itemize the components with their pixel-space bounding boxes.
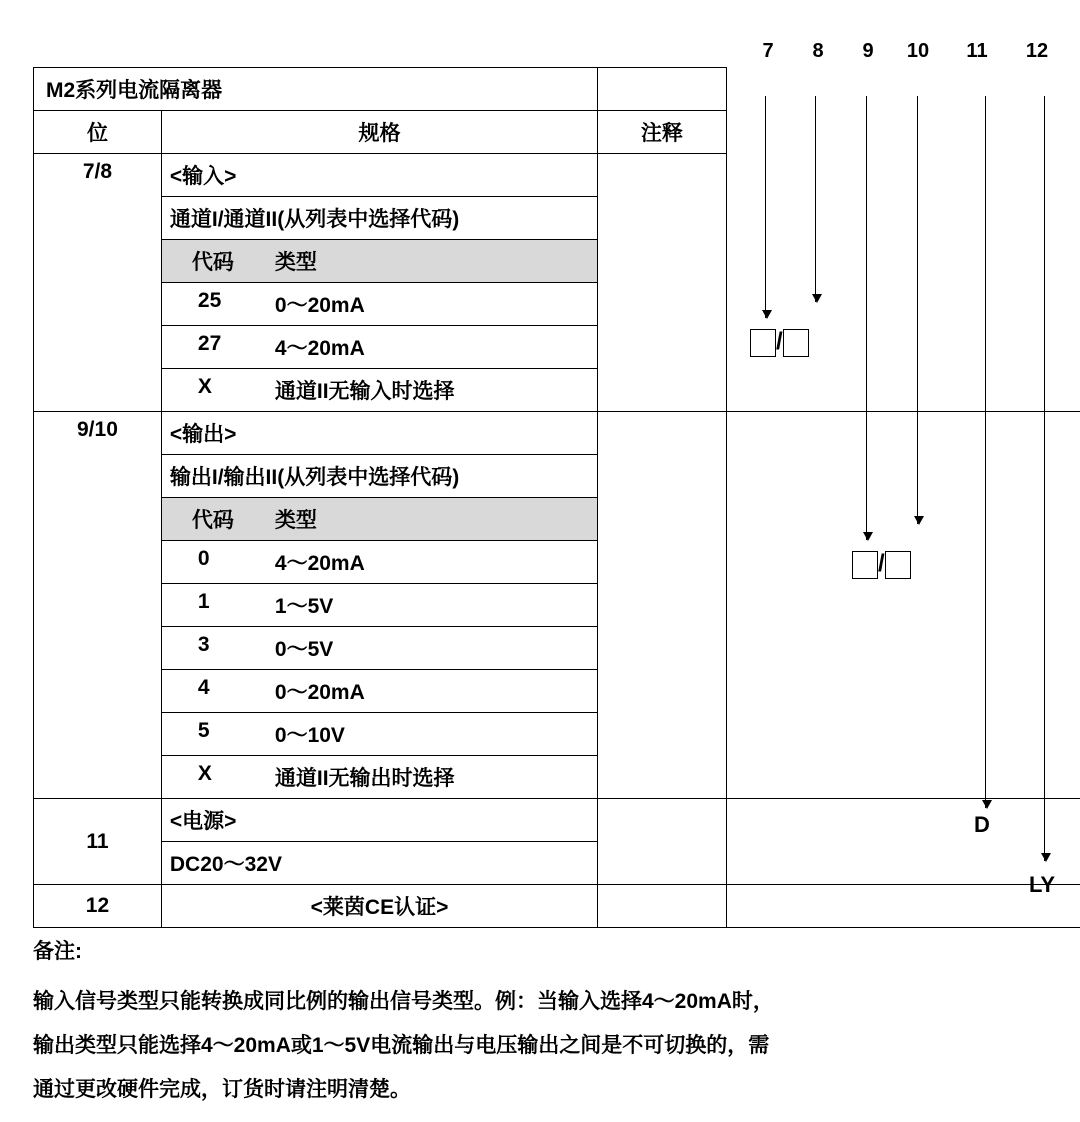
- notes-line-3: 通过更改硬件完成，订货时请注明清楚。: [33, 1078, 411, 1101]
- group-2-callout-cell: [726, 799, 1080, 885]
- arrow-pos-8: [815, 96, 816, 302]
- group-0-row-2: [161, 240, 597, 283]
- group-0-row-4: [161, 326, 597, 369]
- title-note-cell: [598, 68, 726, 111]
- input-code-box-2: [783, 329, 809, 357]
- callout-output-code: [852, 550, 911, 579]
- group-1-row-2-desc: 类型: [274, 509, 317, 532]
- title-blank-cell: [726, 68, 1080, 111]
- position-number-11: 11: [966, 40, 988, 62]
- group-position-9-10: 9/10: [34, 412, 162, 799]
- group-1-row-3-desc: 4～20mA: [274, 552, 365, 575]
- group-1-row-4-code: 1: [197, 590, 210, 613]
- group-1-callout-cell: [726, 412, 1080, 799]
- group-1-row-7-desc: 0～10V: [274, 724, 345, 747]
- callout-input-code: [750, 328, 809, 357]
- group-0-row-4-desc: 4～20mA: [274, 337, 365, 360]
- group-0-row-4-code: 27: [197, 332, 222, 355]
- group-position-12: 12: [34, 885, 162, 928]
- table-row: [34, 154, 1080, 197]
- group-1-row-2: [161, 498, 597, 541]
- table-row: [34, 412, 1080, 455]
- notes-block: [33, 930, 1013, 1112]
- table-row: [34, 799, 1080, 842]
- group-1-row-1: 输出I/输出II(从列表中选择代码): [161, 455, 597, 498]
- group-0-row-1: 通道I/通道II(从列表中选择代码): [161, 197, 597, 240]
- position-number-10: 10: [906, 40, 930, 62]
- group-1-row-7: [161, 713, 597, 756]
- group-1-row-8-desc: 通道II无输出时选择: [274, 767, 455, 790]
- group-1-row-5-desc: 0～5V: [274, 638, 334, 661]
- group-position-7-8: 7/8: [34, 154, 162, 412]
- group-1-row-0: <输出>: [161, 412, 597, 455]
- group-2-row-1: DC20～32V: [161, 842, 597, 885]
- group-1-row-6: [161, 670, 597, 713]
- table-header-row: [34, 111, 1080, 154]
- group-1-row-5: [161, 627, 597, 670]
- group-0-callout-cell: [726, 154, 1080, 412]
- callout-cert-code: LY: [1029, 872, 1056, 897]
- group-0-row-3-code: 25: [197, 289, 222, 312]
- notes-line-2: 输出类型只能选择4～20mA或1～5V电流输出与电压输出之间是不可切换的，需: [33, 1034, 770, 1057]
- group-1-note: [598, 412, 726, 799]
- header-pos: 位: [34, 111, 162, 154]
- group-0-row-5: [161, 369, 597, 412]
- position-number-9: 9: [862, 40, 874, 62]
- product-title: M2系列电流隔离器: [34, 68, 598, 111]
- group-1-row-8-code: X: [197, 762, 212, 785]
- arrow-pos-9: [866, 96, 867, 540]
- group-1-row-3: [161, 541, 597, 584]
- group-1-row-8: [161, 756, 597, 799]
- group-1-row-3-code: 0: [197, 547, 210, 570]
- group-0-note: [598, 154, 726, 412]
- group-2-row-0: <电源>: [161, 799, 597, 842]
- group-1-row-5-code: 3: [197, 633, 210, 656]
- group-1-row-4: [161, 584, 597, 627]
- position-number-7: 7: [762, 40, 774, 62]
- position-number-12: 12: [1025, 40, 1049, 62]
- output-code-box-2: [885, 551, 911, 579]
- group-0-row-3: [161, 283, 597, 326]
- group-0-row-5-desc: 通道II无输入时选择: [274, 380, 455, 403]
- arrow-pos-7: [765, 96, 766, 318]
- group-3-callout-cell: [726, 885, 1080, 928]
- arrow-pos-10: [917, 96, 918, 524]
- output-code-box-1: [852, 551, 878, 579]
- input-code-slash: /: [776, 328, 783, 355]
- group-1-row-6-desc: 0～20mA: [274, 681, 365, 704]
- group-position-11: 11: [34, 799, 162, 885]
- group-2-note: [598, 799, 726, 885]
- group-0-row-2-code: 代码: [191, 251, 234, 274]
- header-spec: 规格: [161, 111, 597, 154]
- notes-line-1: 输入信号类型只能转换成同比例的输出信号类型。例：当输入选择4～20mA时，: [33, 990, 774, 1013]
- callout-power-code: D: [974, 812, 990, 837]
- group-1-row-4-desc: 1～5V: [274, 595, 334, 618]
- input-code-box-1: [750, 329, 776, 357]
- notes-title: 备注:: [33, 940, 82, 963]
- group-3-row-0: <莱茵CE认证>: [161, 885, 597, 928]
- group-3-note: [598, 885, 726, 928]
- group-0-row-5-code: X: [197, 375, 212, 398]
- group-1-row-7-code: 5: [197, 719, 210, 742]
- arrow-pos-12: [1044, 96, 1045, 861]
- header-blank: [726, 111, 1080, 154]
- table-title-row: [34, 68, 1080, 111]
- arrow-pos-11: [985, 96, 986, 808]
- header-note: 注释: [598, 111, 726, 154]
- group-1-row-2-code: 代码: [191, 509, 234, 532]
- position-number-8: 8: [812, 40, 824, 62]
- group-0-row-0: <输入>: [161, 154, 597, 197]
- group-0-row-2-desc: 类型: [274, 251, 317, 274]
- table-row: [34, 885, 1080, 928]
- group-1-row-6-code: 4: [197, 676, 210, 699]
- spec-table: [33, 67, 1080, 928]
- group-0-row-3-desc: 0～20mA: [274, 294, 365, 317]
- output-code-slash: /: [878, 550, 885, 577]
